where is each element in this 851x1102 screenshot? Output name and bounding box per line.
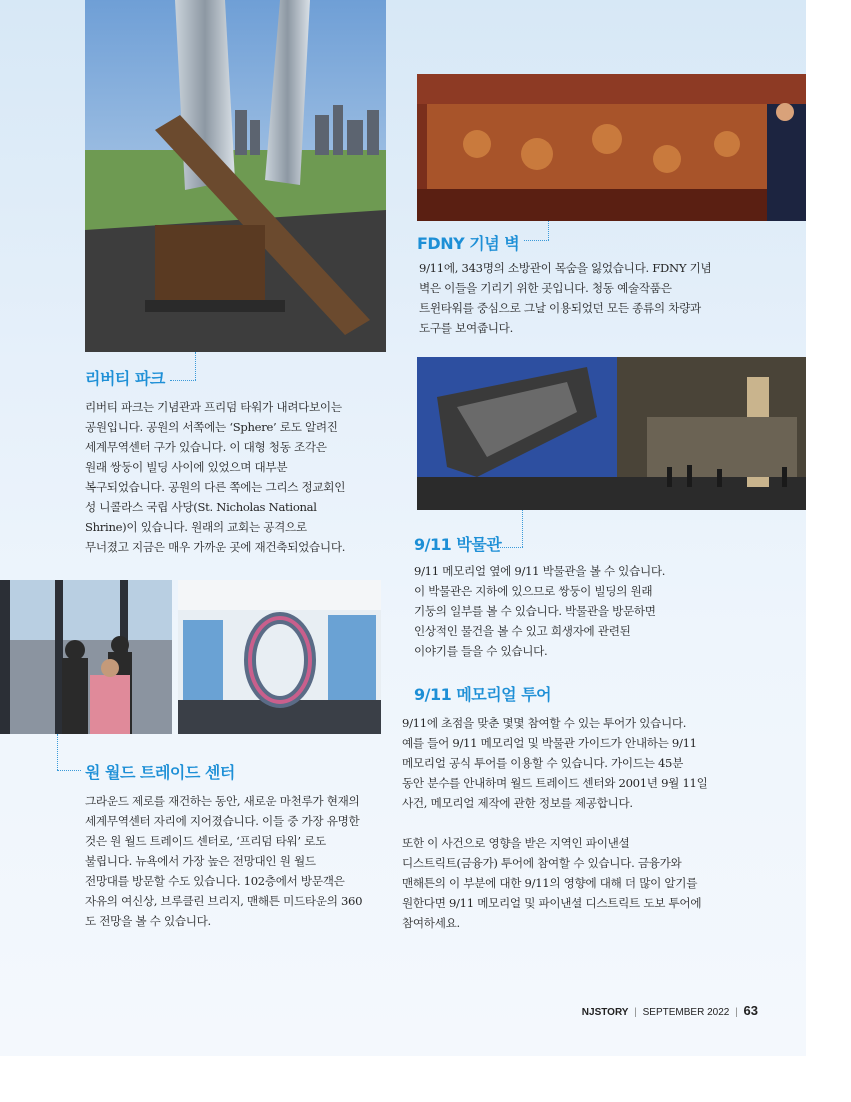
- museum-heading: 9/11 박물관: [414, 535, 502, 554]
- fdny-wall-photo: [417, 74, 806, 221]
- fdny-connector-horizontal: [524, 240, 549, 241]
- text-line: 원한다면 9/11 메모리얼 및 파이낸셜 디스트릭트 도보 투어에: [402, 896, 702, 910]
- fdny-connector-vertical: [548, 221, 549, 240]
- wtc-connector-vertical: [57, 734, 58, 770]
- text-line: 도 전망을 볼 수 있습니다.: [85, 914, 211, 928]
- museum-photo: [417, 357, 806, 510]
- text-line: 인상적인 물건을 볼 수 있고 희생자에 관련된: [414, 624, 631, 638]
- text-line: 맨해튼의 이 부분에 대한 9/11의 영향에 대해 더 많이 알기를: [402, 876, 698, 890]
- text-line: 9/11에, 343명의 소방관이 목숨을 잃었습니다. FDNY 기념: [419, 261, 712, 275]
- text-line: 자유의 여신상, 브루클린 브리지, 맨해튼 미드타운의 360: [85, 894, 363, 908]
- text-line: 9/11에 초점을 맞춘 몇몇 참여할 수 있는 투어가 있습니다.: [402, 716, 687, 730]
- magazine-name: NJSTORY: [581, 1007, 629, 1018]
- text-line: Shrine)이 있습니다. 원래의 교회는 공격으로: [85, 520, 307, 534]
- text-line: 리버티 파크는 기념관과 프리덤 타워가 내려다보이는: [85, 400, 342, 414]
- wtc-connector-horizontal: [57, 770, 81, 771]
- text-line: 원래 쌍둥이 빌딩 사이에 있었으며 대부분: [85, 460, 288, 474]
- text-line: 디스트릭트(금융가) 투어에 참여할 수 있습니다. 금융가와: [402, 856, 682, 870]
- page-number: 63: [743, 1003, 758, 1018]
- liberty-connector-horizontal: [170, 380, 196, 381]
- text-line: 공원입니다. 공원의 서쪽에는 ‘Sphere’ 로도 알려진: [85, 420, 338, 434]
- text-line: 전망대를 방문할 수도 있습니다. 102층에서 방문객은: [85, 874, 345, 888]
- fdny-wall-heading: FDNY 기념 벽: [417, 234, 520, 253]
- footer-separator: |: [735, 1007, 738, 1018]
- memorial-tour-heading: 9/11 메모리얼 투어: [414, 685, 552, 704]
- text-line: 무너졌고 지금은 매우 가까운 곳에 재건축되었습니다.: [85, 540, 346, 554]
- text-line: 9/11 메모리얼 옆에 9/11 박물관을 볼 수 있습니다.: [414, 564, 666, 578]
- issue-date: SEPTEMBER 2022: [642, 1007, 730, 1018]
- text-line: 도구를 보여줍니다.: [419, 321, 513, 335]
- museum-connector-vertical: [522, 510, 523, 547]
- observatory-ring-photo: [178, 580, 381, 734]
- text-line: 벽은 이들을 기리기 위한 곳입니다. 청동 예술작품은: [419, 281, 672, 295]
- text-line: 예를 들어 9/11 메모리얼 및 박물관 가이드가 안내하는 9/11: [402, 736, 697, 750]
- liberty-park-body: [85, 397, 385, 557]
- text-line: 동안 분수를 안내하며 월드 트레이드 센터와 2001년 9월 11일: [402, 776, 708, 790]
- fdny-wall-body: [419, 258, 749, 338]
- text-line: 불립니다. 뉴욕에서 가장 높은 전망대인 원 월드: [85, 854, 316, 868]
- wtc-heading: 원 월드 트레이드 센터: [85, 763, 235, 782]
- liberty-park-heading: 리버티 파크: [85, 369, 165, 388]
- text-line: 참여하세요.: [402, 916, 460, 930]
- text-line: 세계무역센터 구가 있습니다. 이 대형 청동 조각은: [85, 440, 327, 454]
- wtc-body: [85, 791, 385, 931]
- text-line: 것은 원 월드 트레이드 센터로, ‘프리덤 타워’ 로도: [85, 834, 326, 848]
- text-line: 그라운드 제로를 재건하는 동안, 새로운 마천루가 현재의: [85, 794, 360, 808]
- text-line: 이 박물관은 지하에 있으므로 쌍둥이 빌딩의 원래: [414, 584, 653, 598]
- text-line: 복구되었습니다. 공원의 다른 쪽에는 그리스 정교회인: [85, 480, 346, 494]
- liberty-park-photo: [85, 0, 386, 352]
- museum-body: [414, 561, 714, 661]
- text-line: 이야기를 들을 수 있습니다.: [414, 644, 548, 658]
- paragraph-gap: [402, 813, 732, 833]
- text-line: 성 니콜라스 국립 사당(St. Nicholas National: [85, 500, 317, 514]
- text-line: 사건, 메모리얼 제작에 관한 정보를 제공합니다.: [402, 796, 633, 810]
- observatory-view-photo: [0, 580, 172, 734]
- liberty-connector-vertical: [195, 352, 196, 380]
- text-line: 메모리얼 공식 투어를 이용할 수 있습니다. 가이드는 45분: [402, 756, 684, 770]
- text-line: 또한 이 사건으로 영향을 받은 지역인 파이낸셜: [402, 836, 630, 850]
- text-line: 기둥의 일부를 볼 수 있습니다. 박물관을 방문하면: [414, 604, 656, 618]
- footer-separator: |: [634, 1007, 637, 1018]
- memorial-tour-body: [402, 713, 732, 933]
- text-line: 세계무역센터 자리에 지어졌습니다. 이들 중 가장 유명한: [85, 814, 360, 828]
- text-line: 트윈타워를 중심으로 그날 이용되었던 모든 종류의 차량과: [419, 301, 701, 315]
- page-footer: [582, 1003, 758, 1018]
